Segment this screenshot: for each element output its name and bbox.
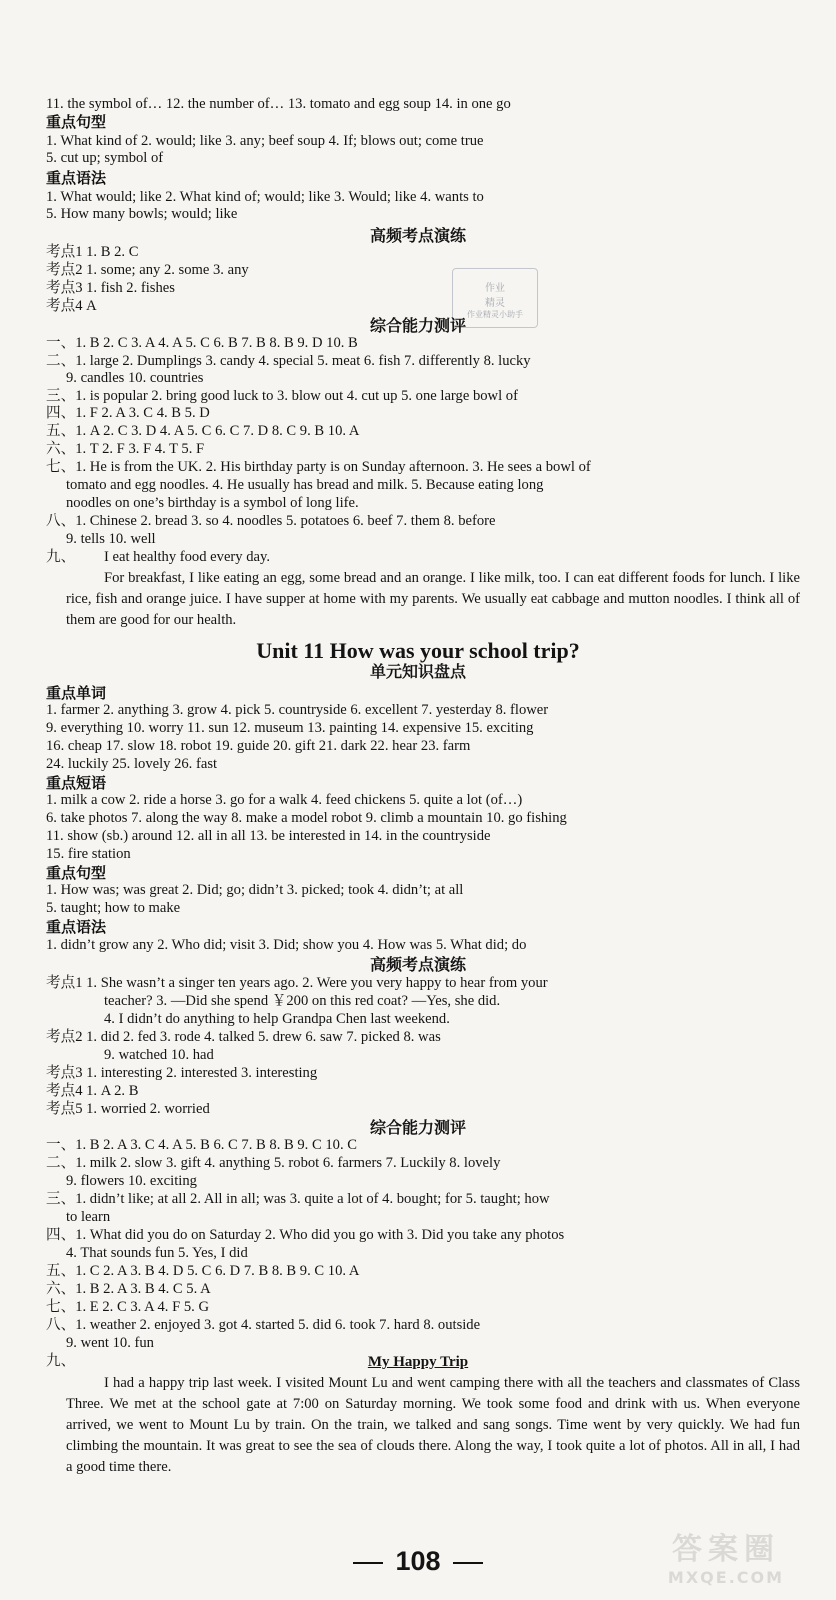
stamp-text: 作业 [485,283,505,294]
u11-test-title: 综合能力测评 [369,1118,466,1137]
u10-vocab-tail: 11. the symbol of… 12. the number of… 13. tomato and egg soup 14. in one go [46,96,511,112]
u11-hf-line: 9. watched 10. had [104,1047,214,1063]
u10-sentences-line: 1. What kind of 2. would; like 3. any; beef soup 4. If; blows out; come true [46,133,484,149]
watermark-url: MXQE.COM [667,1568,785,1587]
u11-sentences-heading: 重点句型 [46,864,107,882]
u11-test-line: to learn [66,1209,111,1225]
u11-sentences-line: 1. How was; was great 2. Did; go; didn’t 3. picked; took 4. didn’t; at all [46,882,464,898]
u10-test-line: noodles on one’s birthday is a symbol of long life. [66,495,359,511]
u11-hf-line: 考点1 1. She wasn’t a singer ten years ago. 2. Were you very happy to hear from your [46,975,548,991]
u10-grammar-heading: 重点语法 [46,169,107,187]
u11-words-line: 1. farmer 2. anything 3. grow 4. pick 5. countryside 6. excellent 7. yesterday 8. flower [46,702,549,718]
u10-test-line: 一、1. B 2. C 3. A 4. A 5. C 6. B 7. B 8. B 9. D 10. B [46,335,358,351]
u10-hf-line: 考点4 A [46,298,97,314]
u11-phrases-heading: 重点短语 [46,774,107,792]
u10-test-line: 七、1. He is from the UK. 2. His birthday party is on Sunday afternoon. 3. He sees a bowl of [46,459,591,475]
u10-test-line: tomato and egg noodles. 4. He usually has bread and milk. 5. Because eating long [66,477,544,493]
stamp-text: 作业精灵小助手 [467,310,523,319]
u11-hf-line: 考点2 1. did 2. fed 3. rode 4. talked 5. drew 6. saw 7. picked 8. was [46,1029,441,1045]
u10-grammar-line: 1. What would; like 2. What kind of; would; like 3. Would; like 4. wants to [46,189,484,205]
u11-phrases-line: 6. take photos 7. along the way 8. make a model robot 9. climb a mountain 10. go fishing [46,810,567,826]
u11-words-line: 9. everything 10. worry 11. sun 12. museum 13. painting 14. expensive 15. exciting [46,720,534,736]
stamp-text: 精灵 [485,298,505,309]
page-number: 108 [395,1546,441,1576]
u11-test-line: 三、1. didn’t like; at all 2. All in all; was 3. quite a lot of 4. bought; for 5. taught; how [46,1191,550,1207]
u10-test-line: 五、1. A 2. C 3. D 4. A 5. C 6. C 7. D 8. C 9. B 10. A [46,423,360,439]
u10-test-line: 九、 [46,549,76,565]
u11-essay-title: My Happy Trip [367,1354,469,1370]
u11-test-line: 七、1. E 2. C 3. A 4. F 5. G [46,1299,209,1315]
u10-test-line: 三、1. is popular 2. bring good luck to 3. blow out 4. cut up 5. one large bowl of [46,388,518,404]
u10-test-line: 二、1. large 2. Dumplings 3. candy 4. special 5. meat 6. fish 7. differently 8. lucky [46,353,531,369]
u11-test-line: 一、1. B 2. A 3. C 4. A 5. B 6. C 7. B 8. B 9. C 10. C [46,1137,357,1153]
u11-test-line: 八、1. weather 2. enjoyed 3. got 4. started 5. did 6. took 7. hard 8. outside [46,1317,481,1333]
u11-sentences-line: 5. taught; how to make [46,900,181,916]
footer-dash [453,1562,483,1564]
u10-test-line: 八、1. Chinese 2. bread 3. so 4. noodles 5. potatoes 6. beef 7. them 8. before [46,513,496,529]
u11-test-line: 4. That sounds fun 5. Yes, I did [66,1245,248,1261]
u11-grammar-heading: 重点语法 [46,918,107,936]
u11-high-frequency-title: 高频考点演练 [369,955,466,974]
u11-phrases-line: 15. fire station [46,846,131,862]
u10-high-frequency-title: 高频考点演练 [369,226,466,245]
u10-test-line: 六、1. T 2. F 3. F 4. T 5. F [46,441,205,457]
u11-hf-line: teacher? 3. —Did she spend ￥200 on this red coat? —Yes, she did. [104,993,501,1009]
u11-test-line: 9. flowers 10. exciting [66,1173,197,1189]
watermark-text: 答案圈 [672,1532,780,1567]
u10-test-line: 四、1. F 2. A 3. C 4. B 5. D [46,405,210,421]
u11-test-line: 九、 [46,1353,76,1369]
u11-title: Unit 11 How was your school trip? [256,638,580,663]
u10-grammar-line: 5. How many bowls; would; like [46,206,238,222]
u10-test-line: 9. candles 10. countries [66,370,204,386]
u10-essay-first-line: I eat healthy food every day. [104,549,270,565]
u11-subtitle: 单元知识盘点 [369,662,466,681]
u11-essay-title-wrap [0,1352,836,1372]
u10-sentences-line: 5. cut up; symbol of [46,150,164,166]
u10-sentences-heading: 重点句型 [46,113,107,131]
u11-hf-line: 考点5 1. worried 2. worried [46,1101,210,1117]
footer-dash [353,1562,383,1564]
u11-words-line: 24. luckily 25. lovely 26. fast [46,756,218,772]
u10-hf-line: 考点3 1. fish 2. fishes [46,280,175,296]
u11-hf-line: 4. I didn’t do anything to help Grandpa Chen last weekend. [104,1011,450,1027]
u10-essay-body: For breakfast, I like eating an egg, some bread and an orange. I like milk, too. I can eat different foods for lunch. I like rice, fish and orange juice. I have supper at home with my parents. We usually eat cabbage and mutton noodles. I think all of them are good for our health. [66,570,800,628]
u10-test-line: 9. tells 10. well [66,531,156,547]
u11-essay-body: I had a happy trip last week. I visited Mount Lu and went camping there with all the teachers and classmates of Class Three. We met at the school gate at 7:00 on Saturday morning. We took some food and drink with us. When everyone arrived, we went to Mount Lu by train. On the train, we talked and sang songs. Time went by very quickly. We had fun climbing the mountain. It was great to see the sea of clouds there. Along the way, I took quite a lot of photos. All in all, I had a good time there. [66,1375,800,1475]
u11-test-line: 9. went 10. fun [66,1335,154,1351]
u11-hf-line: 考点3 1. interesting 2. interested 3. interesting [46,1065,318,1081]
u11-phrases-line: 11. show (sb.) around 12. all in all 13. be interested in 14. in the countryside [46,828,491,844]
u11-test-line: 二、1. milk 2. slow 3. gift 4. anything 5. robot 6. farmers 7. Luckily 8. lovely [46,1155,501,1171]
u11-words-line: 16. cheap 17. slow 18. robot 19. guide 20. gift 21. dark 22. hear 23. farm [46,738,471,754]
u11-grammar-line: 1. didn’t grow any 2. Who did; visit 3. Did; show you 4. How was 5. What did; do [46,937,527,953]
u11-words-heading: 重点单词 [46,684,107,702]
watermark [626,1532,826,1594]
u11-hf-line: 考点4 1. A 2. B [46,1083,139,1099]
u11-test-line: 五、1. C 2. A 3. B 4. D 5. C 6. D 7. B 8. B 9. C 10. A [46,1263,360,1279]
u10-hf-line: 考点2 1. some; any 2. some 3. any [46,262,249,278]
u10-hf-line: 考点1 1. B 2. C [46,244,139,260]
u11-test-line: 六、1. B 2. A 3. B 4. C 5. A [46,1281,211,1297]
u10-test-title: 综合能力测评 [369,316,466,335]
u11-test-line: 四、1. What did you do on Saturday 2. Who did you go with 3. Did you take any photos [46,1227,565,1243]
u11-phrases-line: 1. milk a cow 2. ride a horse 3. go for a walk 4. feed chickens 5. quite a lot (of…) [46,792,523,808]
